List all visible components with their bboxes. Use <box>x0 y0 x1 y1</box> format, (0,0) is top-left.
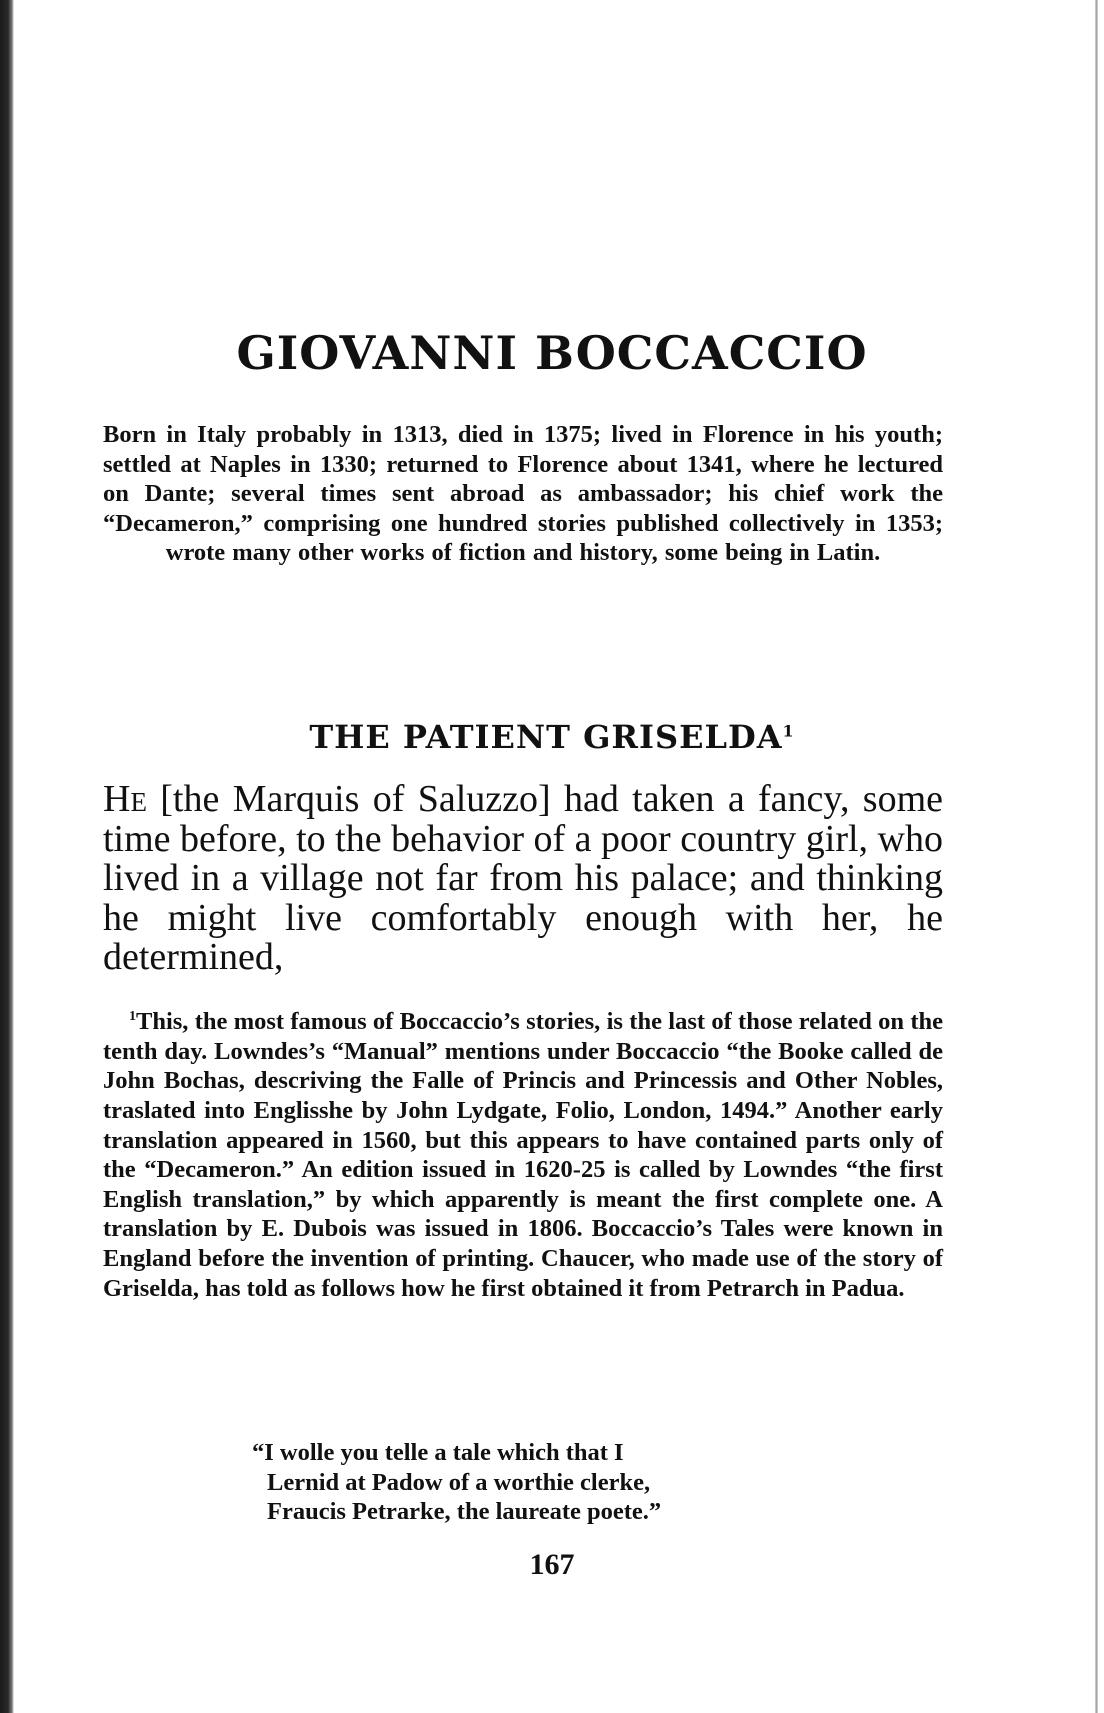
footnote-text: This, the most famous of Boccaccio’s stories, is the last of those related on the tenth day. Lowndes’s “Manual” mentions under Boccaccio “the Booke called de John Bochas, descriving the Falle of Princis and Princessis and Other Nobles, traslated into Englisshe by John Lydgate, Folio, London, 1494.” Another early translation appeared in 1560, but this appears to have contained parts only of the “Decameron.” An edition issued in 1620-25 is called by Lowndes “the first English translation,” by which apparently is meant the first complete one. A translation by E. Dubois was issued in 1806. Boccaccio’s Tales were known in England before the invention of printing. Chaucer, who made use of the story of Griselda, has told as follows how he first obtained it from Petrarch in Padua. <box>103 1008 943 1302</box>
page-number: 167 <box>529 1548 575 1581</box>
author-biography: Born in Italy probably in 1313, died in 1375; lived in Florence in his youth; settled at Naples in 1330; returned to Florence about 1341, where he lectured on Dante; several times sent abroad as ambassador; his chief work the “Decameron,” comprising one hundred stories published collectively in 1353; wrote many other works of fiction and history, some being in Latin. <box>103 421 943 567</box>
verse-line: Fraucis Petrarke, the laureate poete.” <box>267 1498 662 1526</box>
verse-line: “I wolle you telle a tale which that I <box>252 1439 624 1466</box>
footnote-mark: 1 <box>129 1009 136 1024</box>
chapter-title: GIOVANNI BOCCACCIO <box>236 326 868 380</box>
footnote <box>103 1002 943 1303</box>
story-title <box>0 718 1104 756</box>
story-body: [the Marquis of Saluzzo] had taken a fancy, some time before, to the behavior of a poor country girl, who lived in a village not far from his palace; and thinking he might live comfortably enough with her, he determined, <box>103 778 943 979</box>
verse-line: Lernid at Padow of a worthie clerke, <box>267 1468 651 1496</box>
verse-quotation <box>252 1438 892 1527</box>
story-title-text: THE PATIENT GRISELDA <box>309 718 783 756</box>
story-lead-word: He <box>103 778 147 820</box>
story-title-footnote-mark: 1 <box>782 721 795 741</box>
story-text <box>103 780 943 978</box>
